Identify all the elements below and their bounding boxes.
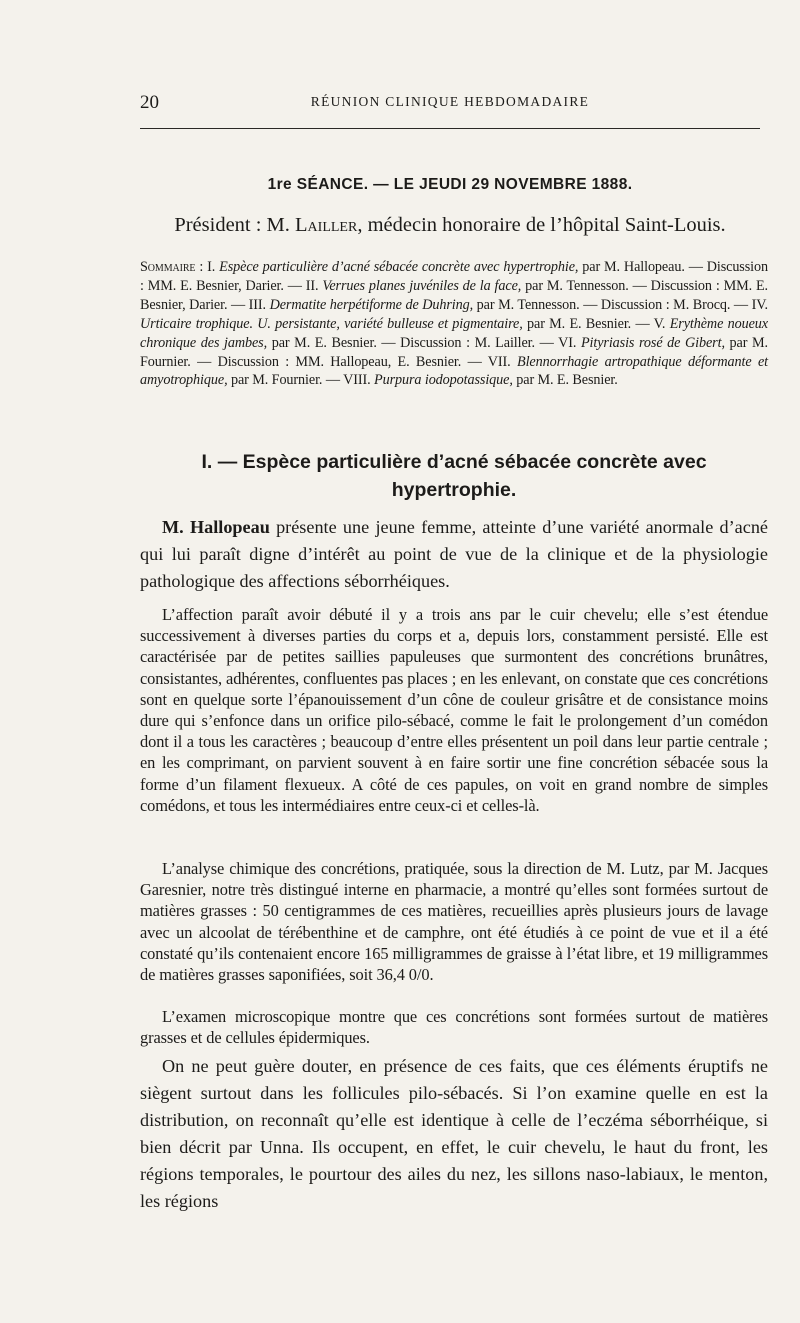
summary-text: : I.: [195, 259, 220, 275]
paragraph-2: L’affection paraît avoir débuté il y a trois ans par le cuir chevelu; elle s’est étendue successivement à diverses parties du corps et a, depuis lors, constamment persisté. Elle est caractérisée par de petites saillies papuleuses que surmontent des concrétions brunâtres, consistantes, adhérentes, confluentes pas places ; en les enlevant, on constate que ces concrétions sont en quelque sorte l’épanouissement d’un cône de couleur grisâtre et de consistance moins dure qui s’enfonce dans un orifice pilo-sébacé, comme le fait le prolongement d’un comédon dont il a tous les caractères ; beaucoup d’entre elles présentent un poil dans leur partie centrale ; en les comprimant, on parvient souvent à en faire sortir une fine concrétion sébacée sous la forme d’un filament flexueux. A côté de ces papules, on voit en grand nombre de simples comédons, et tous les intermédiaires entre ceux-ci et celles-là.: [140, 605, 768, 815]
summary-item-title: Blennorrhagie artropathique déformante et amyotrophique,: [140, 353, 768, 389]
summary-text: par M. E. Besnier. — V.: [522, 315, 670, 332]
summary-text: par M. Fournier. — Discussion : MM. Hallopeau, E. Besnier. — VII.: [140, 334, 768, 370]
paragraph-3: L’analyse chimique des concrétions, pratiquée, sous la direction de M. Lutz, par M. Jacques Garesnier, notre très distingué interne en pharmacie, a montré qu’elles sont formées surtout de matières grasses : 50 centigrammes de ces matières, recueillies après plusieurs jours de lavage avec un alcoolat de térébenthine et de camphre, ont été étudiés à ce point de vue et il a été constaté qu’ils contenaient encore 165 milligrammes de graisse à l’état libre, et 19 milligrammes de matières grasses saponifiées, soit 36,4 0/0.: [140, 859, 768, 985]
president-name: Lailler: [295, 214, 358, 236]
president-label: Président : M.: [174, 214, 296, 236]
paragraph-4: L’examen microscopique montre que ces concrétions sont formées surtout de matières grasses et de cellules épidermiques.: [140, 1007, 768, 1048]
summary-text: par M. E. Besnier.: [512, 372, 618, 389]
summary-item-title: Pityriasis rosé de Gibert,: [580, 334, 725, 351]
paragraph-1: [140, 514, 768, 595]
summary-lead: Sommaire: [140, 259, 196, 275]
paragraph-1-text: présente une jeune femme, atteinte d’une variété anormale d’acné qui lui paraît digne d’intérêt au point de vue de la clinique et de la physiologie pathologique des affections séborrhéiques.: [140, 517, 768, 591]
summary-item-title: Dermatite herpétiforme de Duhring,: [269, 296, 474, 313]
summary-text: par M. Tennesson. — Discussion : M. Brocq. — IV.: [473, 296, 768, 313]
summary-item-title: Erythème noueux chronique des jambes,: [140, 315, 768, 351]
summary-block: [140, 258, 768, 390]
speaker-name: M. Hallopeau: [162, 517, 270, 537]
summary-item-title: Espèce particulière d’acné sébacée concrète avec hypertrophie,: [219, 259, 579, 275]
president-line: [140, 214, 760, 237]
header-rule: [140, 128, 760, 129]
summary-text: par M. E. Besnier. — Discussion : M. Lailler. — VI.: [267, 334, 581, 351]
summary-text: par M. Fournier. — VIII.: [227, 372, 375, 389]
summary-text: par M. Hallopeau. — Discussion : MM. E. Besnier, Darier. — II.: [140, 259, 768, 294]
running-title: RÉUNION CLINIQUE HEBDOMADAIRE: [310, 94, 590, 109]
paragraph-5: On ne peut guère douter, en présence de ces faits, que ces éléments éruptifs ne siègent surtout dans les follicules pilo-sébacés. Si l’on examine quelle en est la distribution, on reconnaît qu’elle est identique à celle de l’eczéma séborrhéique, si bien décrit par Unna. Ils occupent, en effet, le cuir chevelu, le haut du front, les régions temporales, le pourtour des ailes du nez, les sillons naso-labiaux, le menton, les régions: [140, 1056, 768, 1211]
summary-item-title: Purpura iodopotassique,: [374, 372, 513, 389]
session-heading: 1re SÉANCE. — LE JEUDI 29 NOVEMBRE 1888.: [267, 176, 633, 193]
section-heading: I. — Espèce particulière d’acné sébacée concrète avec hypertrophie.: [201, 451, 707, 501]
running-head: [140, 92, 760, 114]
page-number: 20: [140, 92, 159, 113]
president-description: , médecin honoraire de l’hôpital Saint-Louis.: [357, 214, 726, 236]
summary-item-title: Verrues planes juvéniles de la face,: [322, 277, 522, 294]
summary-item-title: Urticaire trophique. U. persistante, variété bulleuse et pigmentaire,: [140, 315, 523, 332]
summary-text: par M. Tennesson. — Discussion : MM. E. Besnier, Darier. — III.: [140, 277, 768, 313]
